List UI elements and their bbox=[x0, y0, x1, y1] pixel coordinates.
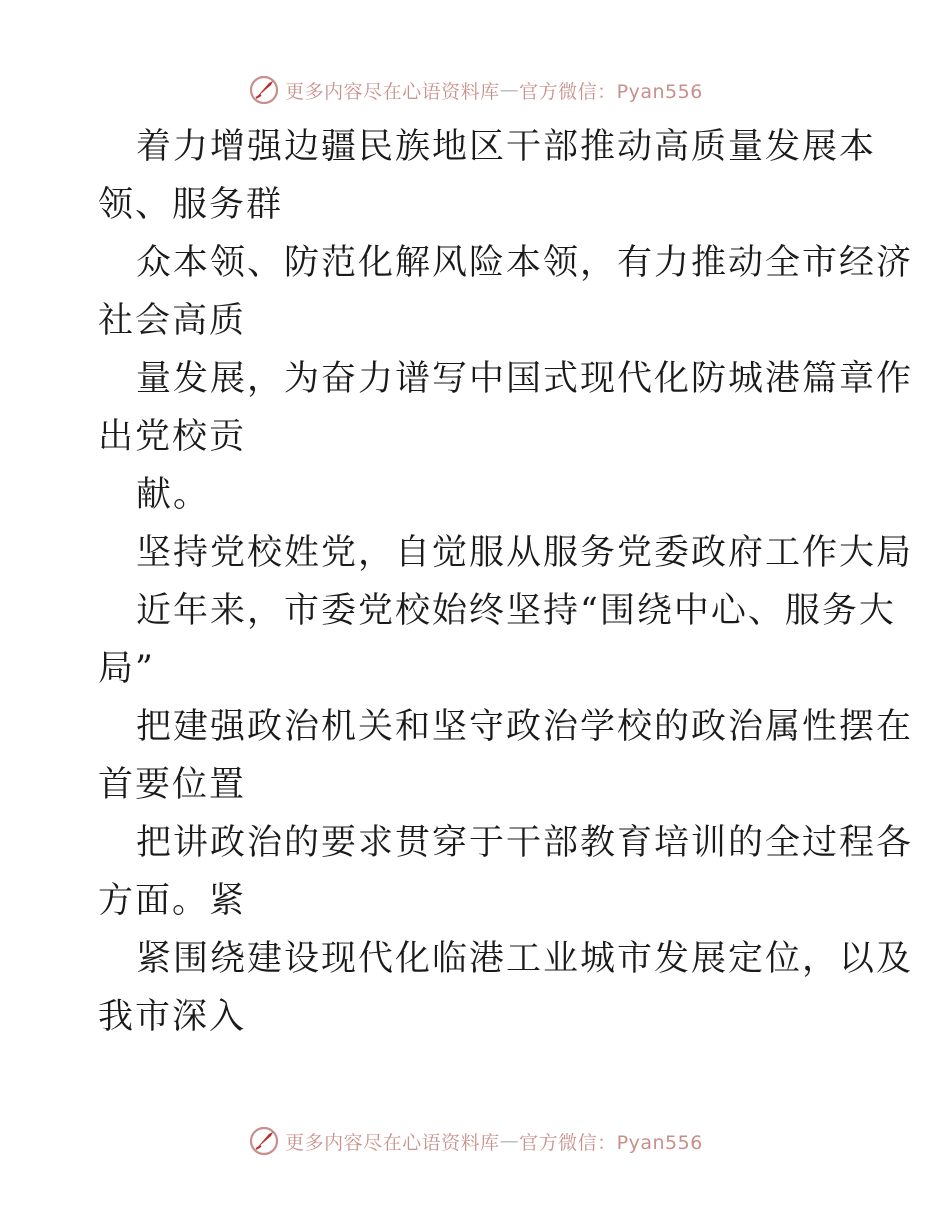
paragraph bbox=[98, 930, 914, 1046]
paragraph bbox=[98, 582, 896, 698]
paragraph-first-line: 把建强政治机关和坚守政治学校的政治属性摆在 bbox=[136, 707, 914, 747]
paragraph bbox=[98, 118, 877, 234]
footer-brand-text: 更多内容尽在心语资料库 bbox=[285, 1131, 500, 1154]
paragraph-wrapped-line: 首要位置 bbox=[98, 765, 247, 805]
header-contact-text: 官方微信：Pyan556 bbox=[519, 80, 703, 103]
paragraph bbox=[98, 814, 914, 930]
paragraph-first-line: 把讲政治的要求贯穿于干部教育培训的全过程各 bbox=[136, 823, 914, 863]
paragraph-wrapped-line: 局” bbox=[98, 649, 155, 689]
paragraph bbox=[98, 234, 914, 350]
paragraph-first-line: 众本领、防范化解风险本领，有力推动全市经济 bbox=[136, 243, 914, 283]
quill-logo-icon bbox=[247, 73, 281, 107]
header-dash: — bbox=[499, 79, 520, 101]
paragraph-wrapped-line: 领、服务群 bbox=[98, 185, 284, 225]
paragraph-first-line: 量发展，为奋力谱写中国式现代化防城港篇章作 bbox=[136, 359, 914, 399]
paragraph bbox=[98, 524, 914, 582]
paragraph bbox=[98, 350, 914, 466]
paragraph-first-line: 着力增强边疆民族地区干部推动高质量发展本 bbox=[136, 127, 877, 167]
paragraph bbox=[98, 466, 858, 524]
paragraph-wrapped-line: 我市深入 bbox=[98, 997, 247, 1037]
footer-dash: — bbox=[499, 1130, 520, 1152]
header-brand-text: 更多内容尽在心语资料库 bbox=[285, 80, 500, 103]
header-watermark bbox=[0, 70, 950, 110]
paragraph-wrapped-line: 出党校贡 bbox=[98, 417, 247, 457]
paragraph-wrapped-line: 方面。紧 bbox=[98, 881, 247, 921]
paragraph-first-line: 近年来，市委党校始终坚持“围绕中心、服务大 bbox=[136, 591, 896, 631]
paragraph bbox=[98, 698, 914, 814]
paragraph-first-line: 献。 bbox=[136, 475, 211, 515]
paragraph-first-line: 坚持党校姓党，自觉服从服务党委政府工作大局 bbox=[136, 533, 914, 573]
footer-watermark bbox=[0, 1121, 950, 1161]
paragraph-wrapped-line: 社会高质 bbox=[98, 301, 247, 341]
quill-logo-icon bbox=[247, 1124, 281, 1158]
document-body bbox=[98, 118, 914, 1046]
paragraph-first-line: 紧围绕建设现代化临港工业城市发展定位，以及 bbox=[136, 939, 914, 979]
footer-contact-text: 官方微信：Pyan556 bbox=[519, 1131, 703, 1154]
